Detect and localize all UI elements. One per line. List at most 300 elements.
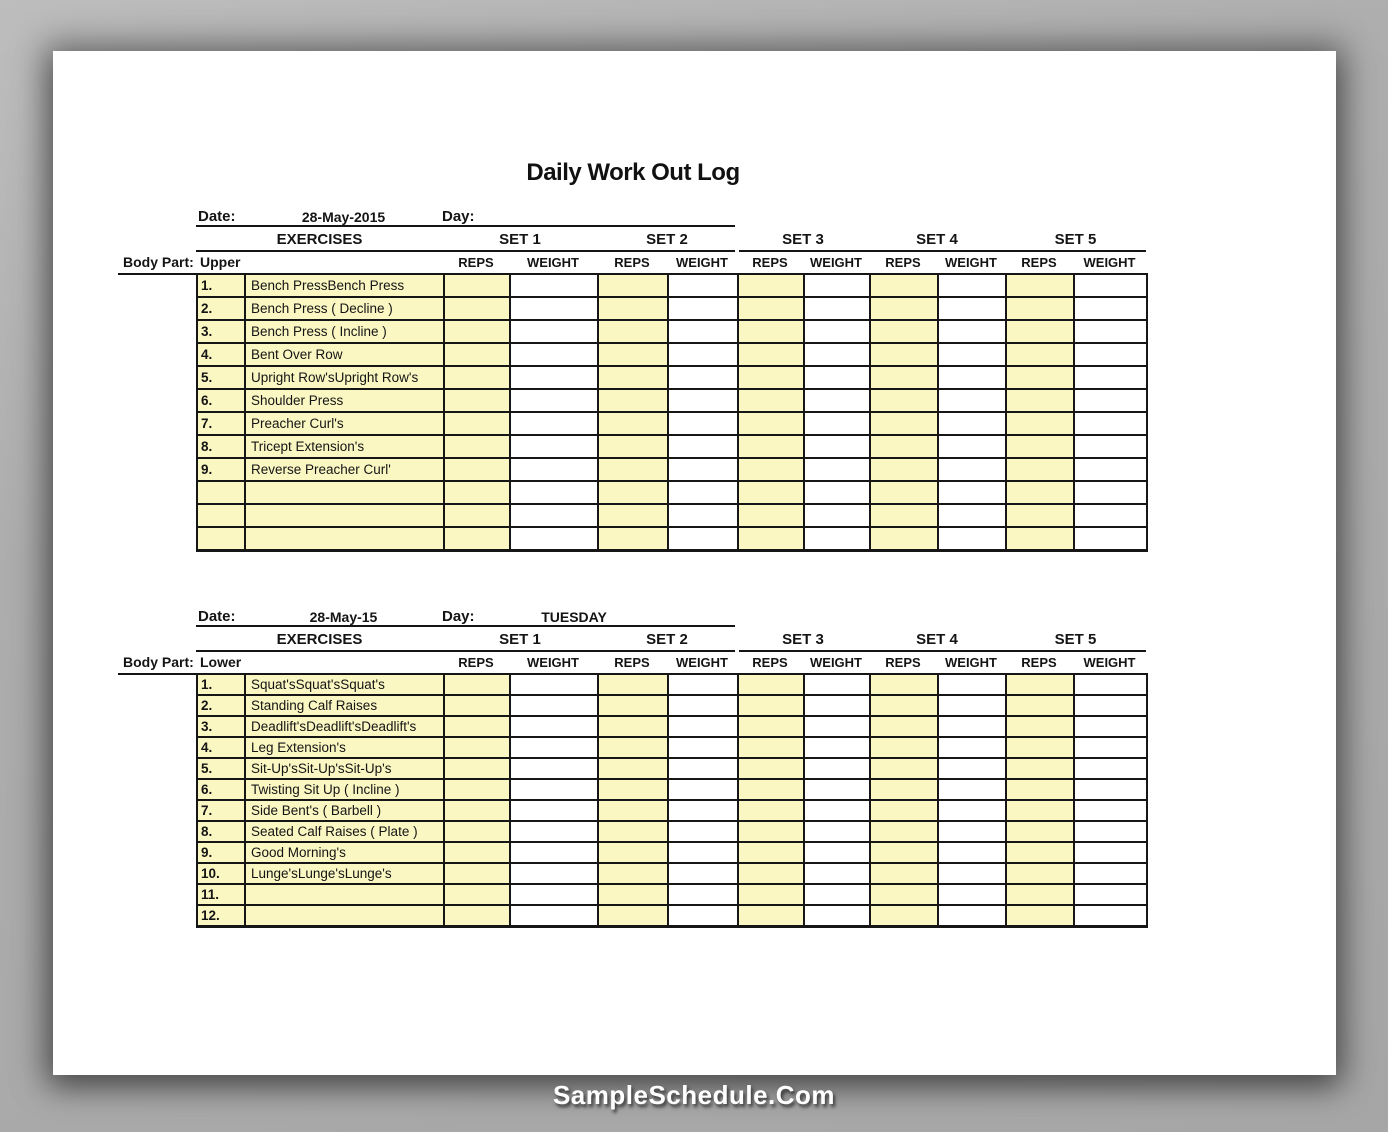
reps-entry-cell[interactable] [738, 435, 804, 458]
weight-entry-cell[interactable] [804, 389, 870, 412]
weight-entry-cell[interactable] [804, 716, 870, 737]
reps-entry-cell[interactable] [444, 481, 510, 504]
reps-entry-cell[interactable] [598, 343, 668, 366]
weight-entry-cell[interactable] [1074, 389, 1147, 412]
weight-entry-cell[interactable] [1074, 435, 1147, 458]
exercise-name-cell[interactable]: Preacher Curl's [245, 412, 444, 435]
reps-entry-cell[interactable] [444, 779, 510, 800]
reps-entry-cell[interactable] [444, 389, 510, 412]
reps-entry-cell[interactable] [1006, 779, 1074, 800]
reps-entry-cell[interactable] [870, 758, 938, 779]
weight-entry-cell[interactable] [510, 884, 598, 905]
reps-entry-cell[interactable] [1006, 389, 1074, 412]
reps-entry-cell[interactable] [1006, 366, 1074, 389]
weight-entry-cell[interactable] [1074, 779, 1147, 800]
weight-entry-cell[interactable] [668, 389, 738, 412]
weight-entry-cell[interactable] [1074, 737, 1147, 758]
reps-entry-cell[interactable] [598, 737, 668, 758]
weight-entry-cell[interactable] [1074, 821, 1147, 842]
row-number-cell: 7. [197, 412, 245, 435]
weight-entry-cell[interactable] [668, 504, 738, 527]
reps-entry-cell[interactable] [444, 821, 510, 842]
weight-entry-cell[interactable] [938, 435, 1006, 458]
reps-entry-cell[interactable] [598, 758, 668, 779]
date-value-field[interactable]: 28-May-15 [309, 609, 378, 625]
reps-entry-cell[interactable] [444, 458, 510, 481]
reps-entry-cell[interactable] [598, 884, 668, 905]
weight-entry-cell[interactable] [668, 274, 738, 297]
weight-entry-cell[interactable] [510, 458, 598, 481]
reps-entry-cell[interactable] [870, 674, 938, 695]
reps-entry-cell[interactable] [1006, 842, 1074, 863]
row-number-cell: 5. [197, 758, 245, 779]
reps-entry-cell[interactable] [598, 800, 668, 821]
reps-entry-cell[interactable] [1006, 716, 1074, 737]
weight-entry-cell[interactable] [668, 716, 738, 737]
weight-entry-cell[interactable] [804, 435, 870, 458]
reps-entry-cell[interactable] [1006, 863, 1074, 884]
reps-entry-cell[interactable] [1006, 412, 1074, 435]
weight-entry-cell[interactable] [510, 481, 598, 504]
weight-entry-cell[interactable] [938, 884, 1006, 905]
exercise-name-cell[interactable] [245, 481, 444, 504]
reps-entry-cell[interactable] [598, 695, 668, 716]
weight-entry-cell[interactable] [938, 458, 1006, 481]
reps-entry-cell[interactable] [598, 821, 668, 842]
weight-entry-cell[interactable] [804, 297, 870, 320]
exercise-row [197, 366, 1147, 389]
reps-entry-cell[interactable] [870, 481, 938, 504]
weight-entry-cell[interactable] [668, 842, 738, 863]
exercise-name-cell[interactable] [245, 504, 444, 527]
weight-entry-cell[interactable] [510, 674, 598, 695]
weight-entry-cell[interactable] [938, 737, 1006, 758]
weight-entry-cell[interactable] [668, 905, 738, 926]
reps-entry-cell[interactable] [1006, 320, 1074, 343]
weight-entry-cell[interactable] [804, 458, 870, 481]
weight-entry-cell[interactable] [1074, 297, 1147, 320]
exercise-row [197, 800, 1147, 821]
reps-column-header: REPS [1021, 255, 1057, 270]
reps-entry-cell[interactable] [738, 343, 804, 366]
exercise-name-cell[interactable] [245, 905, 444, 926]
weight-entry-cell[interactable] [804, 343, 870, 366]
reps-entry-cell[interactable] [870, 412, 938, 435]
reps-entry-cell[interactable] [598, 320, 668, 343]
row-number-cell: 2. [197, 695, 245, 716]
weight-entry-cell[interactable] [668, 674, 738, 695]
exercise-name-cell[interactable]: Bench Press ( Incline ) [245, 320, 444, 343]
reps-entry-cell[interactable] [598, 527, 668, 550]
reps-entry-cell[interactable] [444, 758, 510, 779]
weight-entry-cell[interactable] [1074, 800, 1147, 821]
exercise-row [197, 435, 1147, 458]
weight-entry-cell[interactable] [668, 343, 738, 366]
reps-entry-cell[interactable] [598, 716, 668, 737]
reps-entry-cell[interactable] [598, 504, 668, 527]
exercise-name-cell[interactable]: Standing Calf Raises [245, 695, 444, 716]
reps-entry-cell[interactable] [598, 905, 668, 926]
reps-entry-cell[interactable] [870, 274, 938, 297]
reps-entry-cell[interactable] [738, 716, 804, 737]
weight-entry-cell[interactable] [804, 800, 870, 821]
reps-entry-cell[interactable] [870, 320, 938, 343]
weight-entry-cell[interactable] [510, 716, 598, 737]
set4-header: SET 4 [916, 631, 958, 648]
weight-entry-cell[interactable] [804, 674, 870, 695]
exercise-name-cell[interactable] [245, 527, 444, 550]
reps-entry-cell[interactable] [738, 758, 804, 779]
weight-entry-cell[interactable] [804, 758, 870, 779]
reps-entry-cell[interactable] [444, 695, 510, 716]
reps-column-header: REPS [752, 255, 788, 270]
weight-entry-cell[interactable] [1074, 884, 1147, 905]
reps-entry-cell[interactable] [444, 800, 510, 821]
reps-entry-cell[interactable] [738, 458, 804, 481]
reps-entry-cell[interactable] [598, 435, 668, 458]
reps-entry-cell[interactable] [444, 674, 510, 695]
weight-entry-cell[interactable] [938, 412, 1006, 435]
weight-entry-cell[interactable] [668, 412, 738, 435]
reps-entry-cell[interactable] [738, 366, 804, 389]
weight-entry-cell[interactable] [510, 737, 598, 758]
weight-entry-cell[interactable] [938, 716, 1006, 737]
weight-entry-cell[interactable] [510, 320, 598, 343]
weight-entry-cell[interactable] [1074, 905, 1147, 926]
reps-entry-cell[interactable] [738, 674, 804, 695]
weight-entry-cell[interactable] [668, 297, 738, 320]
weight-entry-cell[interactable] [804, 527, 870, 550]
weight-entry-cell[interactable] [1074, 366, 1147, 389]
weight-entry-cell[interactable] [668, 758, 738, 779]
weight-entry-cell[interactable] [804, 842, 870, 863]
exercise-name-cell[interactable]: Shoulder Press [245, 389, 444, 412]
reps-entry-cell[interactable] [870, 366, 938, 389]
reps-entry-cell[interactable] [738, 800, 804, 821]
weight-entry-cell[interactable] [938, 481, 1006, 504]
reps-entry-cell[interactable] [738, 695, 804, 716]
weight-entry-cell[interactable] [804, 274, 870, 297]
weight-column-header: WEIGHT [676, 255, 728, 270]
reps-entry-cell[interactable] [444, 884, 510, 905]
weight-entry-cell[interactable] [804, 863, 870, 884]
weight-entry-cell[interactable] [510, 758, 598, 779]
weight-entry-cell[interactable] [510, 779, 598, 800]
weight-entry-cell[interactable] [1074, 412, 1147, 435]
weight-entry-cell[interactable] [804, 821, 870, 842]
set3-header: SET 3 [782, 231, 824, 248]
reps-entry-cell[interactable] [444, 320, 510, 343]
exercise-row [197, 779, 1147, 800]
exercise-row [197, 695, 1147, 716]
reps-entry-cell[interactable] [870, 842, 938, 863]
reps-entry-cell[interactable] [1006, 905, 1074, 926]
reps-entry-cell[interactable] [598, 842, 668, 863]
weight-entry-cell[interactable] [1074, 674, 1147, 695]
reps-entry-cell[interactable] [444, 435, 510, 458]
exercise-row [197, 758, 1147, 779]
reps-entry-cell[interactable] [1006, 884, 1074, 905]
weight-entry-cell[interactable] [510, 435, 598, 458]
weight-entry-cell[interactable] [510, 527, 598, 550]
row-number-cell [197, 504, 245, 527]
reps-entry-cell[interactable] [870, 863, 938, 884]
reps-entry-cell[interactable] [870, 435, 938, 458]
reps-entry-cell[interactable] [444, 842, 510, 863]
weight-entry-cell[interactable] [1074, 695, 1147, 716]
reps-entry-cell[interactable] [444, 863, 510, 884]
weight-entry-cell[interactable] [510, 905, 598, 926]
reps-entry-cell[interactable] [870, 779, 938, 800]
reps-entry-cell[interactable] [598, 297, 668, 320]
weight-entry-cell[interactable] [804, 779, 870, 800]
weight-entry-cell[interactable] [804, 504, 870, 527]
section-lower-body [123, 605, 1146, 928]
reps-entry-cell[interactable] [444, 504, 510, 527]
exercise-row [197, 884, 1147, 905]
reps-entry-cell[interactable] [444, 412, 510, 435]
reps-entry-cell[interactable] [1006, 695, 1074, 716]
weight-entry-cell[interactable] [510, 274, 598, 297]
exercise-row [197, 716, 1147, 737]
weight-entry-cell[interactable] [938, 343, 1006, 366]
reps-entry-cell[interactable] [870, 343, 938, 366]
reps-entry-cell[interactable] [1006, 800, 1074, 821]
weight-entry-cell[interactable] [938, 297, 1006, 320]
weight-entry-cell[interactable] [668, 320, 738, 343]
weight-entry-cell[interactable] [938, 800, 1006, 821]
weight-entry-cell[interactable] [804, 320, 870, 343]
reps-entry-cell[interactable] [1006, 674, 1074, 695]
weight-entry-cell[interactable] [1074, 320, 1147, 343]
weight-entry-cell[interactable] [1074, 863, 1147, 884]
weight-entry-cell[interactable] [804, 412, 870, 435]
row-number-cell: 1. [197, 674, 245, 695]
weight-entry-cell[interactable] [938, 758, 1006, 779]
weight-column-header: WEIGHT [1083, 255, 1136, 270]
weight-entry-cell[interactable] [1074, 481, 1147, 504]
reps-entry-cell[interactable] [444, 343, 510, 366]
exercise-name-cell[interactable]: Good Morning's [245, 842, 444, 863]
weight-entry-cell[interactable] [510, 863, 598, 884]
reps-entry-cell[interactable] [444, 297, 510, 320]
exercise-name-cell[interactable]: Squat'sSquat'sSquat's [245, 674, 444, 695]
reps-entry-cell[interactable] [1006, 737, 1074, 758]
reps-entry-cell[interactable] [870, 821, 938, 842]
reps-entry-cell[interactable] [738, 779, 804, 800]
reps-entry-cell[interactable] [1006, 458, 1074, 481]
row-number-cell: 5. [197, 366, 245, 389]
weight-entry-cell[interactable] [510, 821, 598, 842]
weight-entry-cell[interactable] [938, 821, 1006, 842]
reps-entry-cell[interactable] [738, 504, 804, 527]
weight-entry-cell[interactable] [804, 481, 870, 504]
reps-entry-cell[interactable] [870, 737, 938, 758]
day-value-field[interactable]: TUESDAY [541, 609, 607, 625]
reps-entry-cell[interactable] [870, 527, 938, 550]
weight-entry-cell[interactable] [938, 320, 1006, 343]
reps-entry-cell[interactable] [738, 842, 804, 863]
date-value-field[interactable]: 28-May-2015 [301, 209, 386, 225]
weight-entry-cell[interactable] [510, 343, 598, 366]
row-number-cell: 3. [197, 320, 245, 343]
reps-entry-cell[interactable] [870, 389, 938, 412]
weight-column-header: WEIGHT [527, 655, 579, 670]
reps-entry-cell[interactable] [870, 695, 938, 716]
reps-entry-cell[interactable] [598, 481, 668, 504]
reps-entry-cell[interactable] [598, 863, 668, 884]
weight-entry-cell[interactable] [668, 779, 738, 800]
reps-entry-cell[interactable] [1006, 297, 1074, 320]
weight-entry-cell[interactable] [510, 842, 598, 863]
reps-entry-cell[interactable] [598, 779, 668, 800]
reps-entry-cell[interactable] [1006, 481, 1074, 504]
reps-entry-cell[interactable] [738, 527, 804, 550]
weight-entry-cell[interactable] [938, 274, 1006, 297]
reps-entry-cell[interactable] [738, 320, 804, 343]
weight-entry-cell[interactable] [510, 412, 598, 435]
exercise-row [197, 674, 1147, 695]
exercise-name-cell[interactable]: Reverse Preacher Curl' [245, 458, 444, 481]
weight-entry-cell[interactable] [668, 884, 738, 905]
exercise-name-cell[interactable]: Deadlift'sDeadlift'sDeadlift's [245, 716, 444, 737]
reps-entry-cell[interactable] [870, 716, 938, 737]
weight-entry-cell[interactable] [804, 905, 870, 926]
weight-entry-cell[interactable] [668, 366, 738, 389]
weight-entry-cell[interactable] [510, 366, 598, 389]
weight-entry-cell[interactable] [804, 366, 870, 389]
reps-entry-cell[interactable] [444, 274, 510, 297]
reps-entry-cell[interactable] [598, 366, 668, 389]
weight-entry-cell[interactable] [804, 695, 870, 716]
reps-entry-cell[interactable] [738, 297, 804, 320]
set5-header: SET 5 [1054, 231, 1097, 248]
weight-entry-cell[interactable] [938, 504, 1006, 527]
reps-entry-cell[interactable] [598, 274, 668, 297]
weight-entry-cell[interactable] [510, 389, 598, 412]
reps-entry-cell[interactable] [1006, 527, 1074, 550]
weight-entry-cell[interactable] [668, 800, 738, 821]
weight-entry-cell[interactable] [1074, 274, 1147, 297]
reps-entry-cell[interactable] [870, 800, 938, 821]
reps-entry-cell[interactable] [598, 458, 668, 481]
exercise-name-cell[interactable]: Sit-Up'sSit-Up'sSit-Up's [245, 758, 444, 779]
reps-entry-cell[interactable] [738, 821, 804, 842]
weight-entry-cell[interactable] [938, 779, 1006, 800]
weight-entry-cell[interactable] [668, 435, 738, 458]
weight-entry-cell[interactable] [668, 527, 738, 550]
workout-table-upper [196, 273, 1148, 552]
reps-entry-cell[interactable] [738, 389, 804, 412]
weight-entry-cell[interactable] [510, 800, 598, 821]
set5-header: SET 5 [1054, 631, 1097, 648]
reps-entry-cell[interactable] [738, 905, 804, 926]
reps-entry-cell[interactable] [738, 863, 804, 884]
reps-entry-cell[interactable] [444, 366, 510, 389]
weight-entry-cell[interactable] [1074, 758, 1147, 779]
reps-entry-cell[interactable] [1006, 274, 1074, 297]
weight-entry-cell[interactable] [938, 695, 1006, 716]
reps-entry-cell[interactable] [598, 674, 668, 695]
weight-entry-cell[interactable] [668, 737, 738, 758]
reps-entry-cell[interactable] [870, 884, 938, 905]
weight-entry-cell[interactable] [938, 842, 1006, 863]
exercise-name-cell[interactable]: Side Bent's ( Barbell ) [245, 800, 444, 821]
weight-entry-cell[interactable] [510, 297, 598, 320]
reps-entry-cell[interactable] [598, 389, 668, 412]
exercise-name-cell[interactable]: Seated Calf Raises ( Plate ) [245, 821, 444, 842]
reps-entry-cell[interactable] [444, 716, 510, 737]
exercise-row [197, 343, 1147, 366]
column-header-row [123, 652, 1146, 673]
weight-entry-cell[interactable] [938, 863, 1006, 884]
reps-entry-cell[interactable] [738, 412, 804, 435]
reps-entry-cell[interactable] [870, 297, 938, 320]
weight-entry-cell[interactable] [1074, 458, 1147, 481]
weight-entry-cell[interactable] [804, 884, 870, 905]
reps-entry-cell[interactable] [1006, 758, 1074, 779]
reps-entry-cell[interactable] [1006, 435, 1074, 458]
reps-entry-cell[interactable] [1006, 821, 1074, 842]
section-upper-body [123, 205, 1146, 552]
exercise-name-cell[interactable]: Bench PressBench Press [245, 274, 444, 297]
weight-entry-cell[interactable] [938, 674, 1006, 695]
weight-entry-cell[interactable] [510, 695, 598, 716]
reps-entry-cell[interactable] [1006, 504, 1074, 527]
exercise-name-cell[interactable]: Upright Row'sUpright Row's [245, 366, 444, 389]
exercise-name-cell[interactable]: Leg Extension's [245, 737, 444, 758]
weight-entry-cell[interactable] [1074, 343, 1147, 366]
exercise-name-cell[interactable] [245, 884, 444, 905]
exercise-name-cell[interactable]: Tricept Extension's [245, 435, 444, 458]
row-number-cell [197, 527, 245, 550]
reps-entry-cell[interactable] [444, 737, 510, 758]
reps-entry-cell[interactable] [738, 737, 804, 758]
reps-entry-cell[interactable] [598, 412, 668, 435]
weight-entry-cell[interactable] [1074, 716, 1147, 737]
reps-entry-cell[interactable] [870, 905, 938, 926]
weight-entry-cell[interactable] [938, 389, 1006, 412]
reps-entry-cell[interactable] [870, 504, 938, 527]
reps-entry-cell[interactable] [738, 274, 804, 297]
reps-entry-cell[interactable] [870, 458, 938, 481]
exercise-name-cell[interactable]: Bench Press ( Decline ) [245, 297, 444, 320]
reps-entry-cell[interactable] [738, 481, 804, 504]
weight-entry-cell[interactable] [804, 737, 870, 758]
exercise-name-cell[interactable]: Lunge'sLunge'sLunge's [245, 863, 444, 884]
exercise-row [197, 297, 1147, 320]
weight-entry-cell[interactable] [668, 695, 738, 716]
weight-entry-cell[interactable] [938, 366, 1006, 389]
weight-entry-cell[interactable] [938, 527, 1006, 550]
weight-entry-cell[interactable] [1074, 527, 1147, 550]
weight-entry-cell[interactable] [1074, 842, 1147, 863]
weight-entry-cell[interactable] [668, 863, 738, 884]
weight-entry-cell[interactable] [668, 821, 738, 842]
weight-entry-cell[interactable] [938, 905, 1006, 926]
row-number-cell: 4. [197, 737, 245, 758]
exercise-name-cell[interactable]: Bent Over Row [245, 343, 444, 366]
reps-entry-cell[interactable] [444, 905, 510, 926]
reps-entry-cell[interactable] [1006, 343, 1074, 366]
weight-entry-cell[interactable] [1074, 504, 1147, 527]
weight-entry-cell[interactable] [668, 481, 738, 504]
exercise-name-cell[interactable]: Twisting Sit Up ( Incline ) [245, 779, 444, 800]
reps-entry-cell[interactable] [738, 884, 804, 905]
reps-entry-cell[interactable] [444, 527, 510, 550]
weight-entry-cell[interactable] [510, 504, 598, 527]
weight-entry-cell[interactable] [668, 458, 738, 481]
